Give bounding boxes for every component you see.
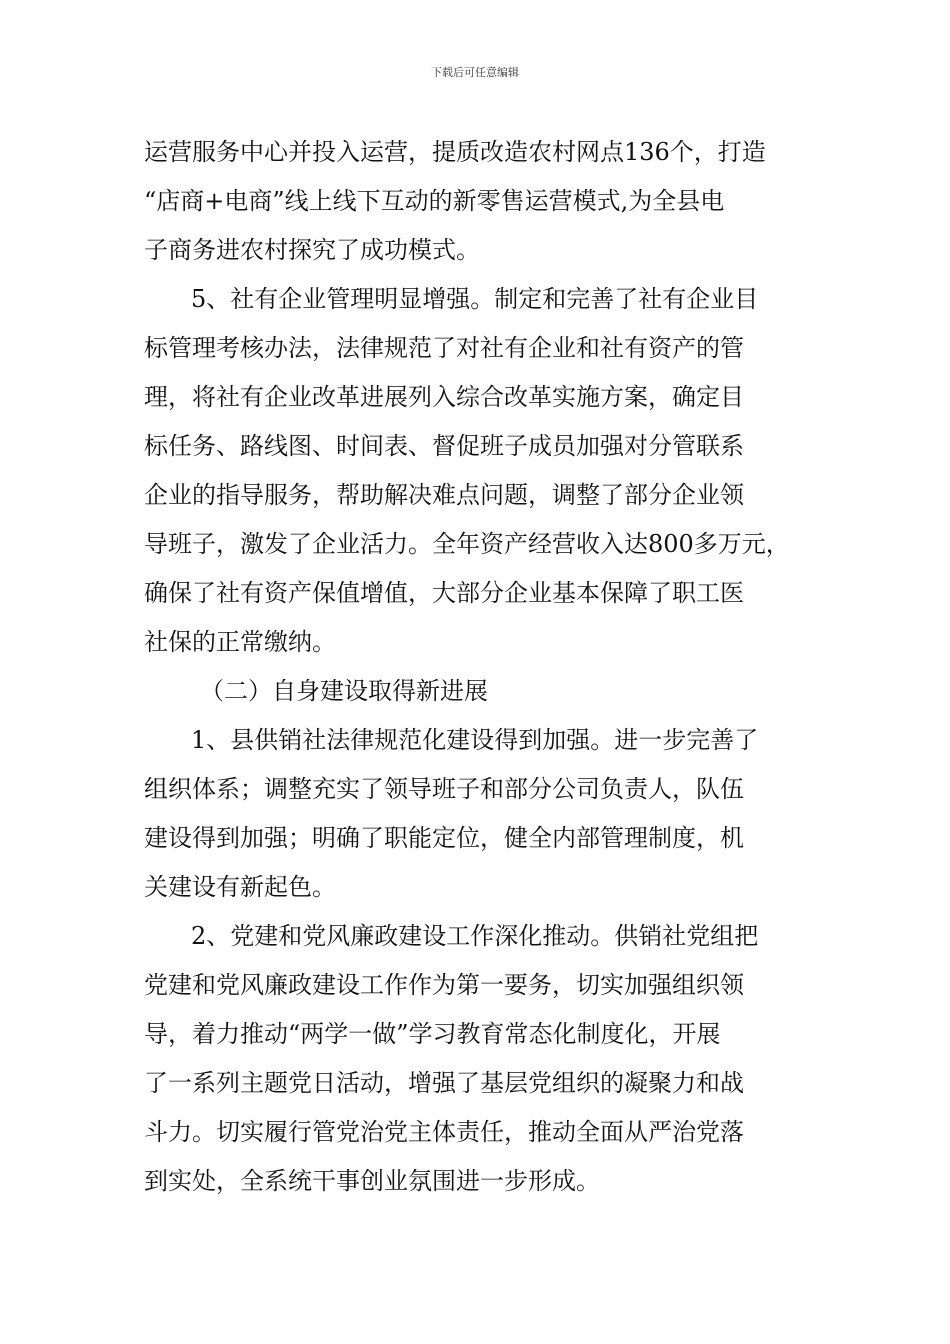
body-line: 组织体系；调整充实了领导班子和部分公司负责人，队伍 [144, 775, 744, 803]
section-heading: （二）自身建设取得新进展 [200, 677, 488, 705]
body-line: 了一系列主题党日活动，增强了基层党组织的凝聚力和战 [144, 1069, 744, 1097]
body-line: 标任务、路线图、时间表、督促班子成员加强对分管联系 [144, 432, 744, 460]
body-line: 企业的指导服务，帮助解决难点问题，调整了部分企业领 [144, 481, 744, 509]
paragraph-first-line: 5、社有企业管理明显增强。制定和完善了社有企业目 [191, 285, 759, 313]
body-line: 子商务进农村探究了成功模式。 [144, 236, 480, 264]
body-line: 标管理考核办法，法律规范了对社有企业和社有资产的管 [144, 334, 744, 362]
body-line: 斗力。切实履行管党治党主体责任，推动全面从严治党落 [144, 1118, 744, 1146]
body-line: 导班子，激发了企业活力。全年资产经营收入达800多万元， [144, 530, 790, 558]
body-line: “店商+电商”线上线下互动的新零售运营模式,为全县电 [144, 187, 725, 215]
body-line: 关建设有新起色。 [144, 873, 336, 901]
paragraph-first-line: 1、县供销社法律规范化建设得到加强。进一步完善了 [191, 726, 759, 754]
page-header: 下载后可任意编辑 [431, 66, 519, 79]
body-line: 党建和党风廉政建设工作作为第一要务，切实加强组织领 [144, 971, 744, 999]
body-line: 到实处，全系统干事创业氛围进一步形成。 [144, 1167, 600, 1195]
body-line: 社保的正常缴纳。 [144, 628, 336, 656]
body-line: 建设得到加强；明确了职能定位，健全内部管理制度，机 [144, 824, 744, 852]
body-line: 运营服务中心并投入运营，提质改造农村网点136个，打造 [144, 138, 766, 166]
body-line: 导，着力推动“两学一做”学习教育常态化制度化，开展 [144, 1020, 721, 1048]
paragraph-first-line: 2、党建和党风廉政建设工作深化推动。供销社党组把 [191, 922, 759, 950]
document-body [144, 128, 808, 1206]
body-line: 理，将社有企业改革进展列入综合改革实施方案，确定目 [144, 383, 744, 411]
body-line: 确保了社有资产保值增值，大部分企业基本保障了职工医 [144, 579, 744, 607]
